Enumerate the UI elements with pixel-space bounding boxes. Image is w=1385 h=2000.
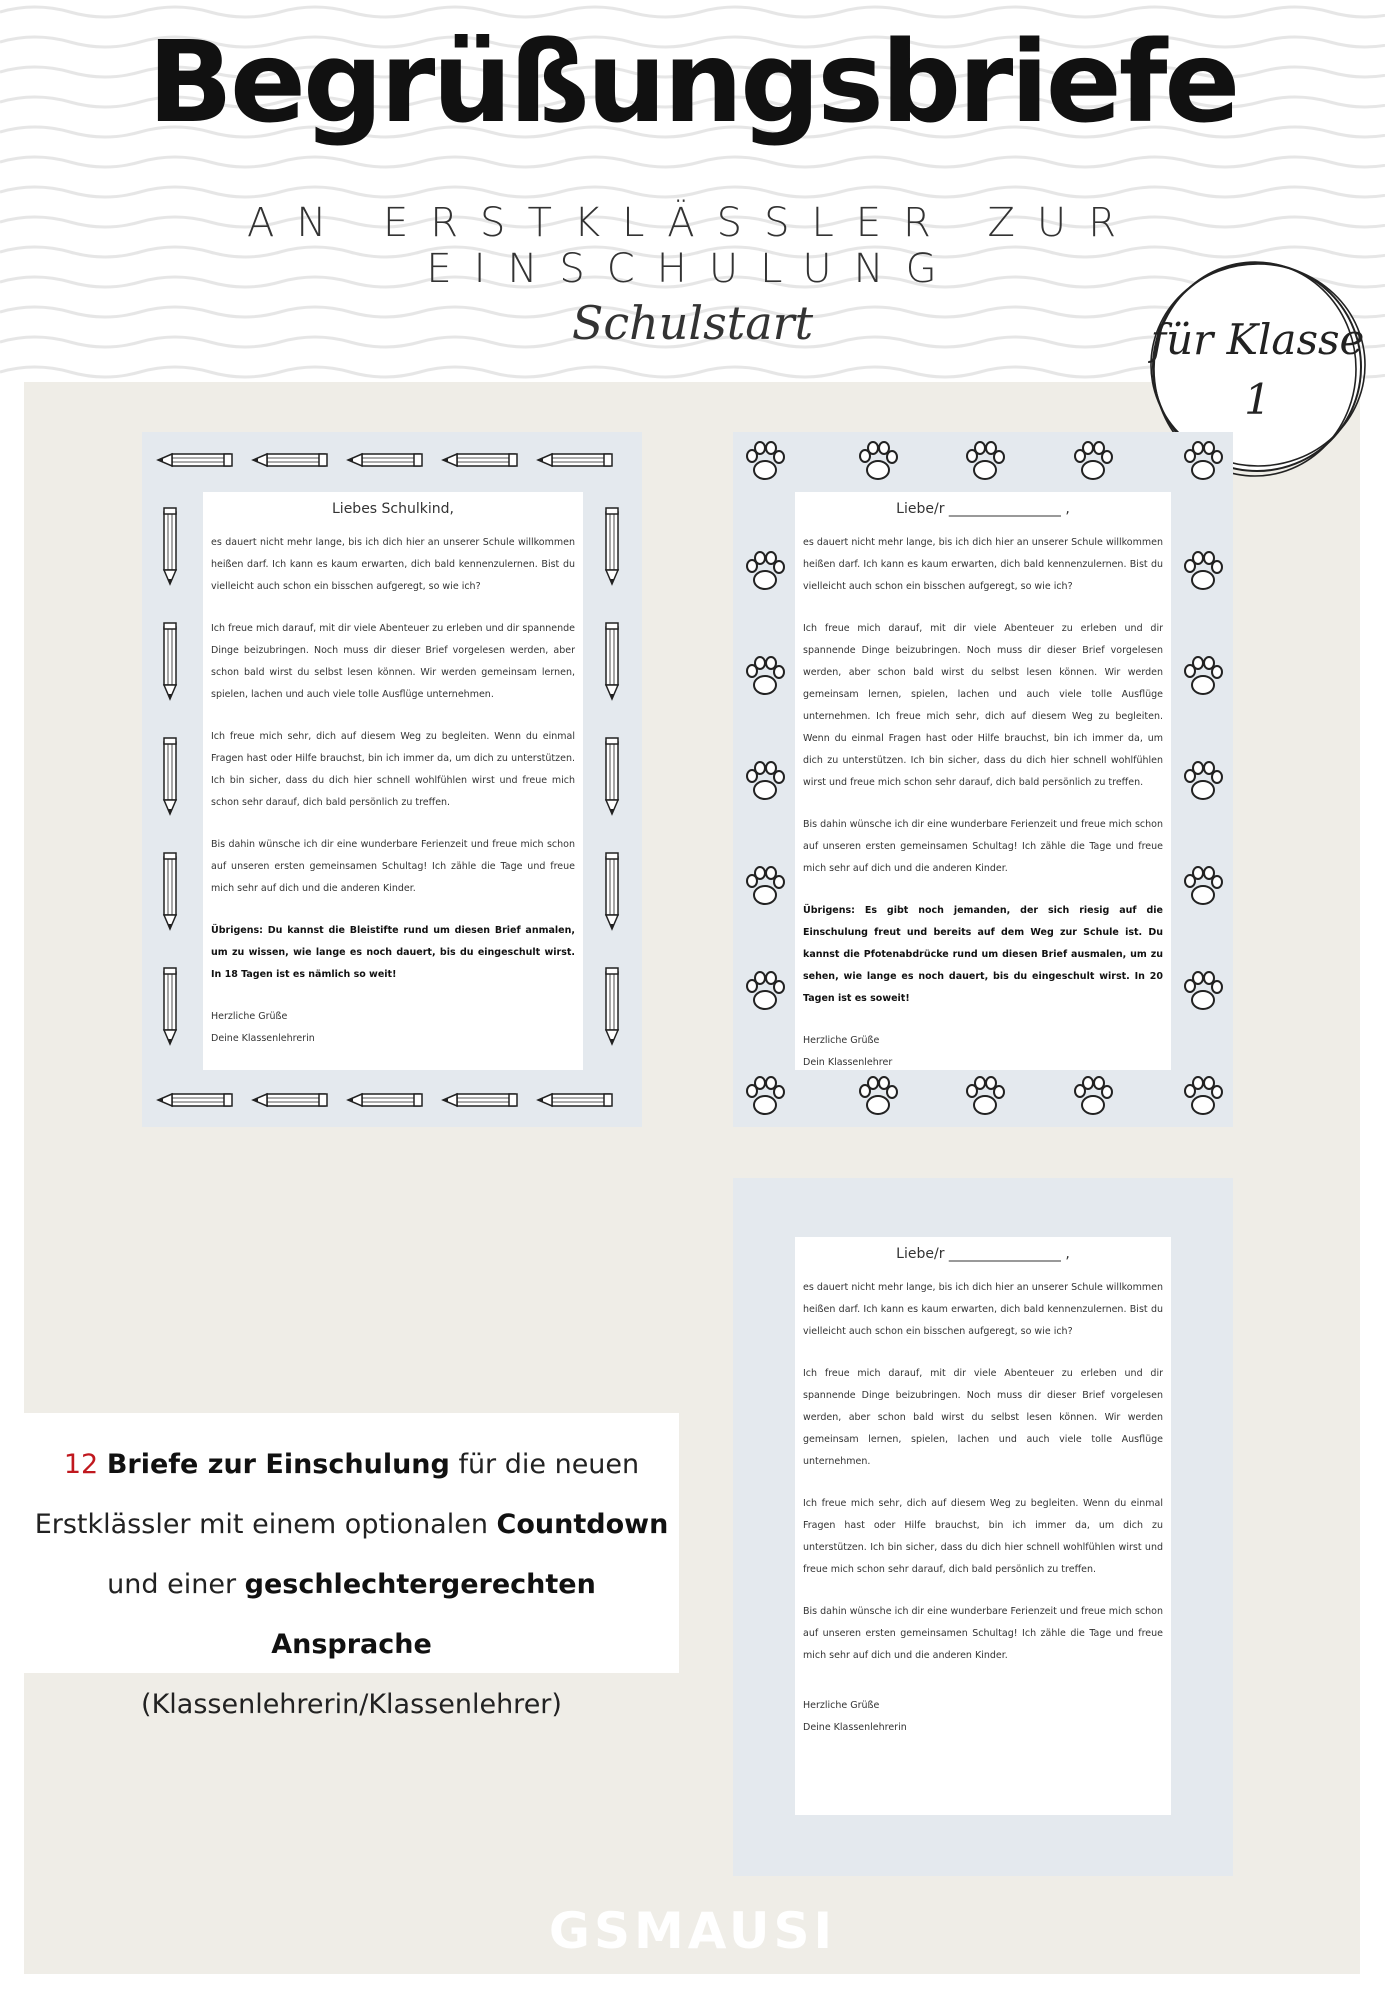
badge-line1: für Klasse	[1150, 315, 1365, 364]
letter-paragraph: es dauert nicht mehr lange, bis ich dich hier an unserer Schule willkommen heißen darf. Ich kann es kaum erwarten, dich bald kennenzulernen. Bist du vielleicht auch schon ein bisschen aufgeregt, so wie ich?	[803, 1282, 1163, 1337]
letter-signature: Deine Klassenlehrerin	[211, 1033, 315, 1044]
letter-closing: Herzliche Grüße	[803, 1700, 880, 1711]
info-text	[24, 1435, 679, 1735]
info-count: 12	[63, 1449, 99, 1480]
letter-paragraph: Ich freue mich darauf, mit dir viele Abenteuer zu erleben und dir spannende Dinge beizubringen. Noch muss dir dieser Brief vorgelesen werden, aber schon bald wirst du selbst lesen können. Wir werden gemeinsam lernen, spielen, lachen und auch viele tolle Ausflüge unternehmen.	[211, 623, 575, 700]
letter-closing: Herzliche Grüße	[803, 1035, 880, 1046]
info-text-part: (Klassenlehrerin/Klassenlehrer)	[141, 1689, 562, 1720]
letter-greeting: Liebes Schulkind,	[332, 501, 454, 517]
letter-paragraph: Ich freue mich sehr, dich auf diesem Weg zu begleiten. Wenn du einmal Fragen hast oder Hilfe brauchst, bin ich immer da, um dich zu unterstützen. Ich bin sicher, dass du dich hier schnell wohlfühlen wirst und freue mich schon sehr darauf, dich bald persönlich zu treffen.	[803, 1498, 1163, 1575]
letter-paragraph: es dauert nicht mehr lange, bis ich dich hier an unserer Schule willkommen heißen darf. Ich kann es kaum erwarten, dich bald kennenzulernen. Bist du vielleicht auch schon ein bisschen aufgeregt, so wie ich?	[211, 537, 575, 592]
letter-paper-2	[795, 492, 1171, 1070]
letter-paragraph: Ich freue mich darauf, mit dir viele Abenteuer zu erleben und dir spannende Dinge beizubringen. Noch muss dir dieser Brief vorgelesen werden, aber schon bald wirst du selbst lesen können. Wir werden gemeinsam lernen, spielen, lachen und auch viele tolle Ausflüge unternehmen. Ich freue mich sehr, dich auf diesem Weg zu begleiten. Wenn du einmal Fragen hast oder Hilfe brauchst, bin ich immer da, um dich zu unterstützen. Ich bin sicher, dass du dich hier schnell wohlfühlen wirst und freue mich schon sehr darauf, dich bald persönlich zu treffen.	[803, 623, 1163, 788]
letter-signature: Deine Klassenlehrerin	[803, 1722, 907, 1733]
letter-paper-3	[795, 1237, 1171, 1815]
letter-greeting: Liebe/r ________________ ,	[896, 501, 1070, 517]
brand-logo: GSMAUSI	[548, 1902, 837, 1960]
page-subtitle: AN ERSTKLÄSSLER ZUR EINSCHULUNG	[246, 200, 1138, 292]
letter-paragraph: Bis dahin wünsche ich dir eine wunderbare Ferienzeit und freue mich schon auf unseren ersten gemeinsamen Schultag! Ich zähle die Tage und freue mich sehr auf dich und die anderen Kinder.	[803, 1606, 1163, 1661]
letter-countdown-note: Übrigens: Du kannst die Bleistifte rund um diesen Brief anmalen, um zu wissen, wie lange es noch dauert, bis du eingeschult wirst. In 18 Tagen ist es nämlich so weit!	[211, 925, 575, 980]
letter-countdown-note: Übrigens: Es gibt noch jemanden, der sich riesig auf die Einschulung freut und bereits auf dem Weg zur Schule ist. Du kannst die Pfotenabdrücke rund um diesen Brief ausmalen, um zu sehen, wie lange es noch dauert, bis du eingeschult wirst. In 20 Tagen ist es soweit!	[803, 905, 1163, 1004]
info-highlight-letters: Briefe zur Einschulung	[106, 1449, 450, 1480]
info-text-part: für die neuen Erstklässler mit einem optionalen	[34, 1449, 640, 1540]
letter-paragraph: Ich freue mich sehr, dich auf diesem Weg zu begleiten. Wenn du einmal Fragen hast oder Hilfe brauchst, bin ich immer da, um dich zu unterstützen. Ich bin sicher, dass du dich hier schnell wohlfühlen wirst und freue mich schon sehr darauf, dich bald persönlich zu treffen.	[211, 731, 575, 808]
info-text-part: und einer	[107, 1569, 245, 1600]
letter-closing: Herzliche Grüße	[211, 1011, 288, 1022]
letter-paragraph: Ich freue mich darauf, mit dir viele Abenteuer zu erleben und dir spannende Dinge beizubringen. Noch muss dir dieser Brief vorgelesen werden, aber schon bald wirst du selbst lesen können. Wir werden gemeinsam lernen, spielen, lachen und auch viele tolle Ausflüge unternehmen.	[803, 1368, 1163, 1467]
letter-paragraph: Bis dahin wünsche ich dir eine wunderbare Ferienzeit und freue mich schon auf unseren ersten gemeinsamen Schultag! Ich zähle die Tage und freue mich sehr auf dich und die anderen Kinder.	[211, 839, 575, 894]
info-highlight-gender: geschlechtergerechten Ansprache	[244, 1569, 596, 1660]
letter-paragraph: es dauert nicht mehr lange, bis ich dich hier an unserer Schule willkommen heißen darf. Ich kann es kaum erwarten, dich bald kennenzulernen. Bist du vielleicht auch schon ein bisschen aufgeregt, so wie ich?	[803, 537, 1163, 592]
letter-signature: Dein Klassenlehrer	[803, 1057, 893, 1068]
badge-text	[1145, 310, 1370, 430]
letter-greeting: Liebe/r ________________ ,	[896, 1246, 1070, 1262]
script-label: Schulstart	[571, 296, 814, 350]
badge-line2: 1	[1244, 375, 1271, 424]
info-box	[24, 1413, 679, 1720]
letter-paragraph: Bis dahin wünsche ich dir eine wunderbare Ferienzeit und freue mich schon auf unseren ersten gemeinsamen Schultag! Ich zähle die Tage und freue mich sehr auf dich und die anderen Kinder.	[803, 819, 1163, 874]
letter-paper-1	[203, 492, 583, 1070]
page-title: Begrüßungsbriefe	[147, 18, 1238, 148]
info-highlight-countdown: Countdown	[496, 1509, 669, 1540]
